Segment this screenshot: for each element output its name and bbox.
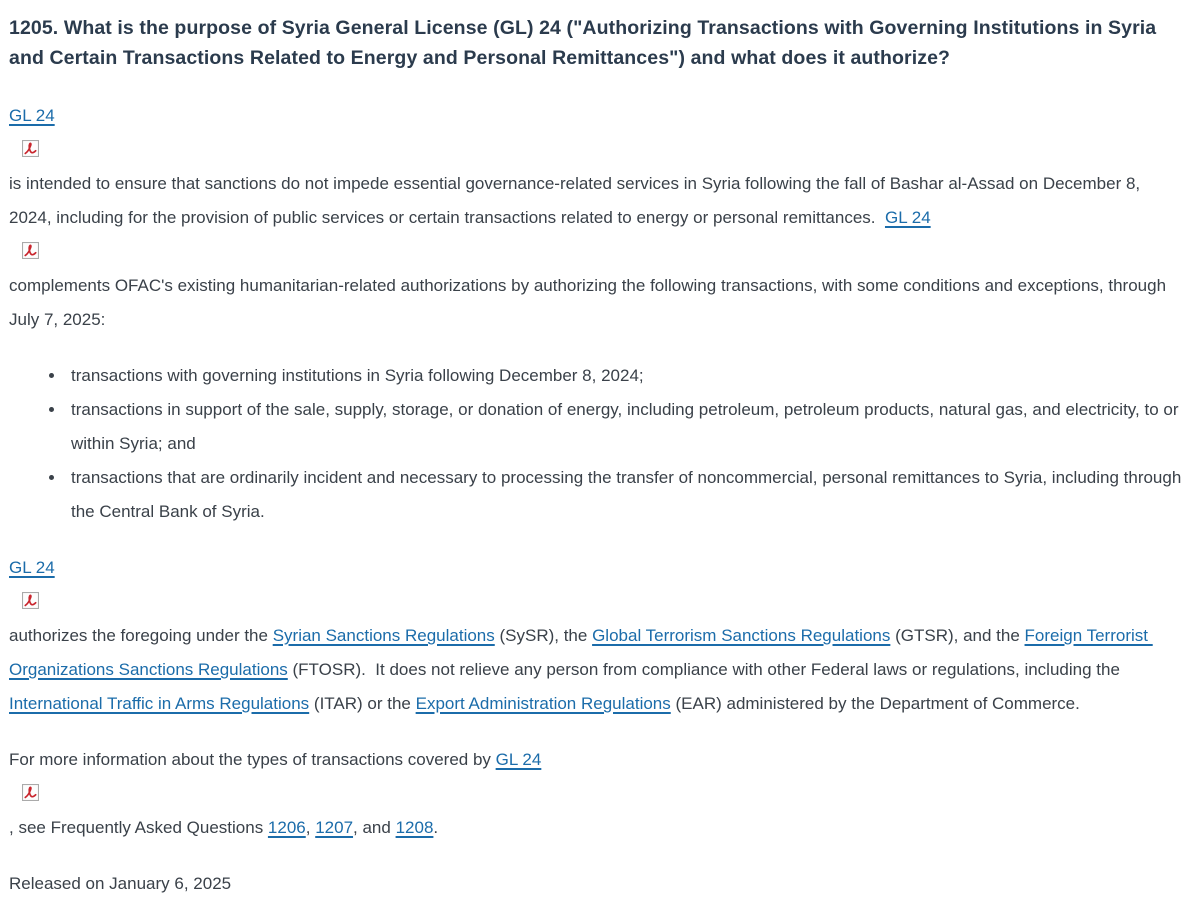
text-run: authorizes the foregoing under the xyxy=(9,626,273,645)
paragraph xyxy=(9,551,1183,721)
syrian-sanctions-regulations-link[interactable]: Syrian Sanctions Regulations xyxy=(272,626,495,645)
text-run: , and xyxy=(353,818,396,837)
foreign-terrorist-organizations-sanctions-regulations-link[interactable]: Foreign Terrorist Organizations Sanctions Regulations xyxy=(9,626,1153,679)
gl-24-link[interactable]: GL 24 xyxy=(9,558,55,577)
faq-1206-link[interactable]: 1206 xyxy=(267,818,306,837)
list-item xyxy=(66,359,1183,393)
export-administration-regulations-link[interactable]: Export Administration Regulations xyxy=(415,694,671,713)
pdf-icon[interactable] xyxy=(22,140,39,157)
text-run: (EAR) administered by the Department of Commerce. xyxy=(670,694,1080,713)
pdf-icon[interactable] xyxy=(22,784,39,801)
text-run: , xyxy=(305,818,316,837)
gl-24-link[interactable]: GL 24 xyxy=(9,106,55,125)
list-item xyxy=(66,461,1187,529)
text-run: transactions with governing institutions in Syria following December 8, 2024; xyxy=(71,366,644,385)
faq-1208-link[interactable]: 1208 xyxy=(395,818,434,837)
text-run: (SySR), the xyxy=(494,626,593,645)
international-traffic-in-arms-regulations-link[interactable]: International Traffic in Arms Regulations xyxy=(9,694,310,713)
gl-24-link[interactable]: GL 24 xyxy=(884,208,931,227)
text-run: (FTOSR). It does not relieve any person from compliance with other Federal laws or regulations, including the xyxy=(287,660,1125,679)
faq-body xyxy=(9,99,1187,845)
gl-24-link[interactable]: GL 24 xyxy=(495,750,542,769)
global-terrorism-sanctions-regulations-link[interactable]: Global Terrorism Sanctions Regulations xyxy=(592,626,891,645)
text-run: is intended to ensure that sanctions do not impede essential governance-related services in Syria following the fall of Bashar al-Assad on December 8, 2024, including for the provision of public services or certain transactions related to energy or personal remittances. xyxy=(9,174,1145,227)
faq-question-heading: 1205. What is the purpose of Syria General License (GL) 24 ("Authorizing Transactions with Governing Institutions in Syria and Certain Transactions Related to Energy and Personal Remittances") and what does it authorize? xyxy=(9,17,1157,69)
text-run: (ITAR) or the xyxy=(309,694,416,713)
pdf-icon[interactable] xyxy=(22,592,39,609)
pdf-icon[interactable] xyxy=(22,242,39,259)
text-run: For more information about the types of transactions covered by xyxy=(9,750,496,769)
text-run: . xyxy=(433,818,439,837)
paragraph xyxy=(9,743,1183,845)
released-date: Released on January 6, 2025 xyxy=(9,874,232,893)
text-run: (GTSR), and the xyxy=(890,626,1025,645)
list-item xyxy=(66,393,1183,461)
faq-1207-link[interactable]: 1207 xyxy=(315,818,354,837)
text-run: transactions in support of the sale, supply, storage, or donation of energy, including petroleum, petroleum products, natural gas, and electricity, to or within Syria; and xyxy=(71,400,1184,453)
bullet-list xyxy=(9,359,1187,529)
text-run: transactions that are ordinarily incident and necessary to processing the transfer of noncommercial, personal remittances to Syria, including through the Central Bank of Syria. xyxy=(71,468,1187,521)
paragraph xyxy=(9,99,1183,337)
text-run: , see Frequently Asked Questions xyxy=(9,818,268,837)
text-run: complements OFAC's existing humanitarian-related authorizations by authorizing the following transactions, with some conditions and exceptions, through July 7, 2025: xyxy=(9,276,1171,329)
